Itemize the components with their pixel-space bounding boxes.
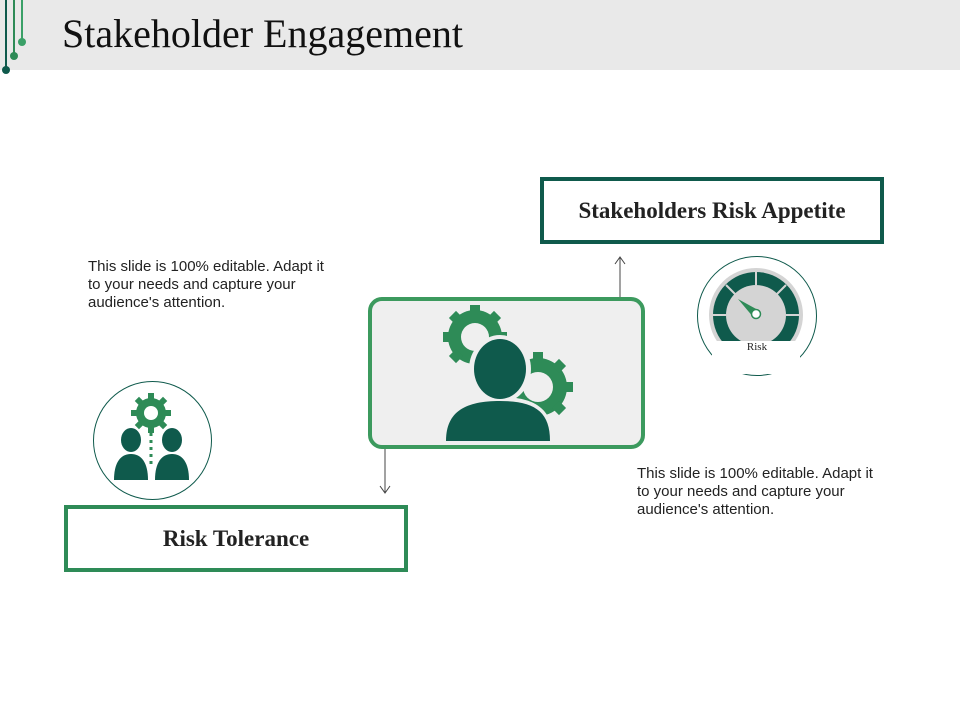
gauge-circle bbox=[697, 256, 817, 376]
note-left: This slide is 100% editable. Adapt it to your needs and capture your audience's attention. bbox=[88, 258, 324, 311]
center-box bbox=[368, 297, 645, 449]
person-with-gears-icon bbox=[372, 301, 641, 445]
risk-tolerance-box bbox=[64, 505, 408, 572]
page-title: Stakeholder Engagement bbox=[62, 11, 463, 56]
team-gear-icon bbox=[94, 382, 210, 498]
risk-gauge-icon bbox=[698, 257, 815, 374]
team-circle bbox=[93, 381, 212, 500]
gauge-label: Risk bbox=[746, 341, 768, 353]
appetite-label: Stakeholders Risk Appetite bbox=[578, 197, 846, 223]
tolerance-label: Risk Tolerance bbox=[162, 525, 310, 551]
note-right: This slide is 100% editable. Adapt it to your needs and capture your audience's attention. bbox=[637, 465, 873, 518]
